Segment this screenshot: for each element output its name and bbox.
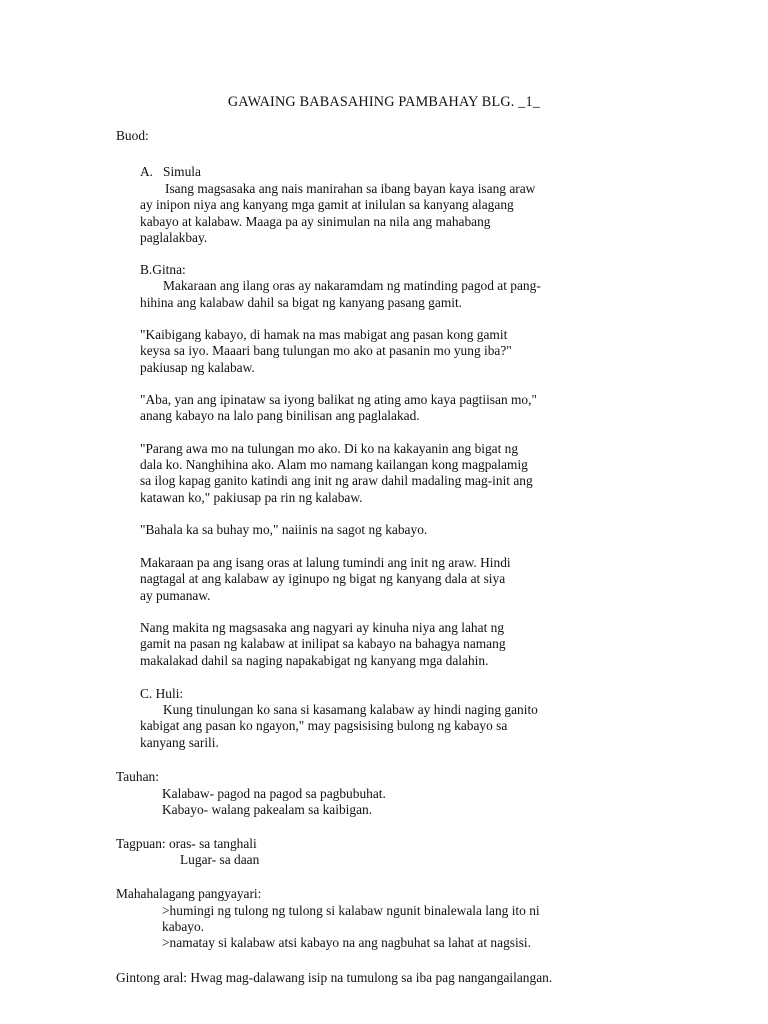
pangyayari-label: Mahahalagang pangyayari: bbox=[116, 886, 262, 901]
gintong-aral: Gintong aral: Hwag mag-dalawang isip na tumulong sa iba pag nangangailangan. bbox=[116, 970, 553, 985]
gitna-paragraph-line: gamit na pasan ng kalabaw at inilipat sa kabayo na bahagya namang bbox=[140, 636, 506, 651]
huli-line: kabigat ang pasan ko ngayon," may pagsisising bulong ng kabayo sa bbox=[140, 718, 508, 733]
document-title: GAWAING BABASAHING PAMBAHAY BLG. _1_ bbox=[227, 94, 541, 110]
gitna-paragraph-line: makalakad dahil sa naging napakabigat ng kanyang mga dalahin. bbox=[140, 653, 489, 668]
tauhan-label: Tauhan: bbox=[116, 769, 159, 784]
pangyayari-line: kabayo. bbox=[162, 919, 205, 934]
simula-line: Isang magsasaka ang nais manirahan sa ibang bayan kaya isang araw bbox=[165, 181, 536, 196]
gitna-heading: B.Gitna: bbox=[140, 262, 186, 277]
gitna-paragraph-line: "Aba, yan ang ipinataw sa iyong balikat ng ating amo kaya pagtiisan mo," bbox=[140, 392, 537, 407]
tagpuan-line: Tagpuan: oras- sa tanghali bbox=[116, 836, 257, 851]
gitna-paragraph-line: katawan ko," pakiusap pa rin ng kalabaw. bbox=[140, 490, 363, 505]
gitna-paragraph-line: sa ilog kapag ganito katindi ang init ng araw dahil madaling mag-init ang bbox=[140, 473, 533, 488]
gitna-paragraph-line: Makaraan ang ilang oras ay nakaramdam ng matinding pagod at pang- bbox=[163, 278, 541, 293]
gitna-paragraph-line: "Bahala ka sa buhay mo," naiinis na sagot ng kabayo. bbox=[140, 522, 428, 537]
pangyayari-line: >namatay si kalabaw atsi kabayo na ang nagbuhat sa lahat at nagsisi. bbox=[162, 935, 531, 950]
simula-line: kabayo at kalabaw. Maaga pa ay sinimulan na nila ang mahabang bbox=[140, 214, 491, 229]
gitna-paragraph-line: pakiusap ng kalabaw. bbox=[140, 360, 255, 375]
tagpuan-lugar: Lugar- sa daan bbox=[180, 852, 260, 867]
huli-line: kanyang sarili. bbox=[140, 735, 219, 750]
tauhan-line: Kabayo- walang pakealam sa kaibigan. bbox=[162, 802, 373, 817]
huli-line: Kung tinulungan ko sana si kasamang kalabaw ay hindi naging ganito bbox=[163, 702, 538, 717]
simula-line: paglalakbay. bbox=[140, 230, 208, 245]
buod-label: Buod: bbox=[116, 128, 149, 143]
gitna-paragraph-line: dala ko. Nanghihina ako. Alam mo namang kailangan kong magpalamig bbox=[140, 457, 528, 472]
simula-heading: Simula bbox=[163, 164, 201, 179]
pangyayari-line: >humingi ng tulong ng tulong si kalabaw ngunit binalewala lang ito ni bbox=[162, 903, 540, 918]
tauhan-line: Kalabaw- pagod na pagod sa pagbubuhat. bbox=[162, 786, 386, 801]
gitna-paragraph-line: ay pumanaw. bbox=[140, 588, 211, 603]
gitna-paragraph-line: keysa sa iyo. Maaari bang tulungan mo ako at pasanin mo yung iba?" bbox=[140, 343, 512, 358]
gitna-paragraph-line: anang kabayo na lalo pang binilisan ang paglalakad. bbox=[140, 408, 420, 423]
simula-marker: A. bbox=[140, 164, 154, 179]
huli-heading: C. Huli: bbox=[140, 686, 184, 701]
simula-line: ay inipon niya ang kanyang mga gamit at inilulan sa kanyang alagang bbox=[140, 197, 514, 212]
gitna-paragraph-line: "Parang awa mo na tulungan mo ako. Di ko na kakayanin ang bigat ng bbox=[140, 441, 519, 456]
gitna-paragraph-line: Makaraan pa ang isang oras at lalung tumindi ang init ng araw. Hindi bbox=[140, 555, 511, 570]
gitna-paragraph-line: hihina ang kalabaw dahil sa bigat ng kanyang pasang gamit. bbox=[140, 295, 463, 310]
gitna-paragraph-line: nagtagal at ang kalabaw ay iginupo ng bigat ng kanyang dala at siya bbox=[140, 571, 506, 586]
gitna-paragraph-line: Nang makita ng magsasaka ang nagyari ay kinuha niya ang lahat ng bbox=[140, 620, 505, 635]
gitna-paragraph-line: "Kaibigang kabayo, di hamak na mas mabigat ang pasan kong gamit bbox=[140, 327, 508, 342]
